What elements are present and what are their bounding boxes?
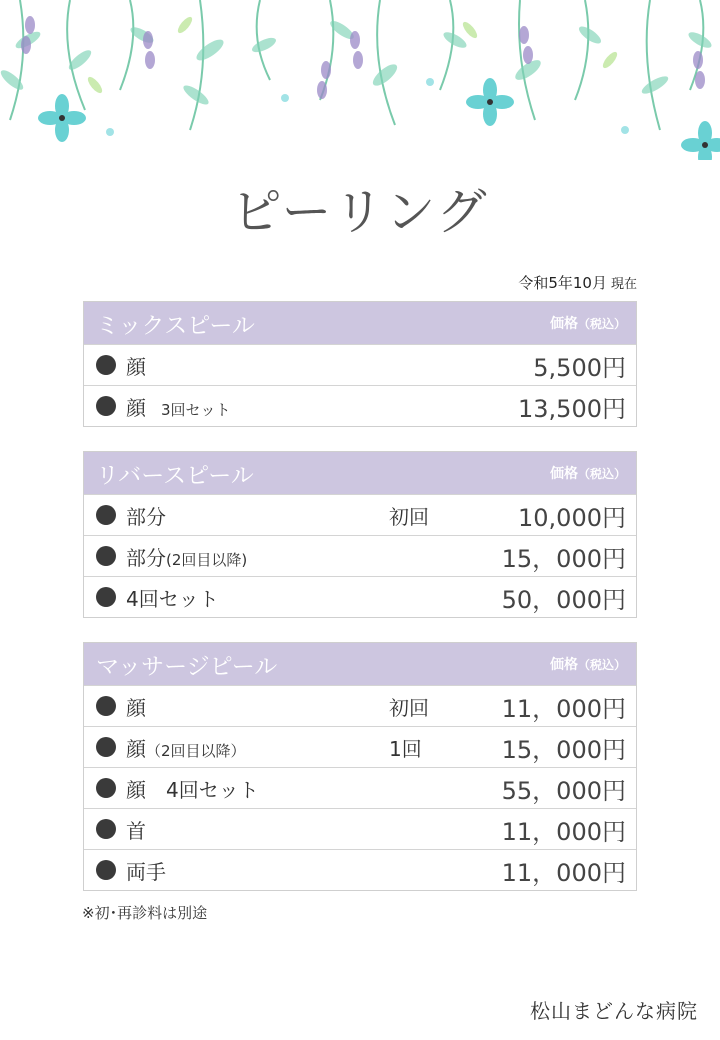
as-of-date: 令和5年10月 現在 <box>518 274 637 292</box>
table-row <box>84 808 636 849</box>
bullet-icon <box>96 587 116 607</box>
item-price: 13,500円 <box>518 394 626 423</box>
table-row <box>84 385 636 426</box>
item-label: 部分(2回目以降) <box>126 545 248 570</box>
section-title: リバースピール <box>96 462 254 489</box>
item-label: 顔 4回セット <box>126 777 259 802</box>
bullet-icon <box>96 778 116 798</box>
clinic-name: 松山まどんな病院 <box>530 999 698 1023</box>
bullet-icon <box>96 355 116 375</box>
table-row <box>84 767 636 808</box>
floral-header-illustration <box>0 0 720 160</box>
table-row <box>84 494 636 535</box>
bullet-icon <box>96 546 116 566</box>
table-row <box>84 344 636 385</box>
item-price: 11，000円 <box>501 817 626 846</box>
item-price: 11，000円 <box>501 694 626 723</box>
price-table-reverse-peel <box>83 451 637 618</box>
item-note: 1回 <box>389 736 422 761</box>
item-label: 顔 <box>126 354 146 379</box>
item-label: 首 <box>126 818 146 843</box>
page-title: ピーリング <box>231 183 489 241</box>
item-label: 顔 3回セット <box>126 395 231 420</box>
bullet-icon <box>96 505 116 525</box>
section-title: ミックスピール <box>96 312 255 339</box>
item-price: 5,500円 <box>533 353 626 382</box>
item-note: 初回 <box>389 504 429 529</box>
item-price: 11，000円 <box>501 858 626 887</box>
bullet-icon <box>96 396 116 416</box>
item-price: 15，000円 <box>501 735 626 764</box>
footnote: ※初･再診料は別途 <box>82 904 208 922</box>
item-price: 15，000円 <box>501 544 626 573</box>
item-label: 顔（2回目以降） <box>126 736 246 761</box>
bullet-icon <box>96 819 116 839</box>
section-title: マッサージピール <box>96 653 278 680</box>
item-price: 10,000円 <box>518 503 626 532</box>
price-column-header: 価格（税込） <box>549 657 626 673</box>
item-note: 初回 <box>389 695 429 720</box>
table-row <box>84 535 636 576</box>
item-label: 4回セット <box>126 586 219 611</box>
table-header <box>84 302 636 344</box>
table-row <box>84 576 636 617</box>
price-column-header: 価格（税込） <box>549 316 626 332</box>
table-row <box>84 685 636 726</box>
item-price: 50，000円 <box>501 585 626 614</box>
item-label: 顔 <box>126 695 146 720</box>
table-row <box>84 849 636 890</box>
item-price: 55，000円 <box>501 776 626 805</box>
price-column-header: 価格（税込） <box>549 466 626 482</box>
bullet-icon <box>96 860 116 880</box>
bullet-icon <box>96 737 116 757</box>
price-table-mix-peel <box>83 301 637 427</box>
item-label: 両手 <box>126 859 166 884</box>
price-table-massage-peel <box>83 642 637 891</box>
bullet-icon <box>96 696 116 716</box>
table-row <box>84 726 636 767</box>
table-header <box>84 643 636 685</box>
item-label: 部分 <box>126 504 166 529</box>
table-header <box>84 452 636 494</box>
